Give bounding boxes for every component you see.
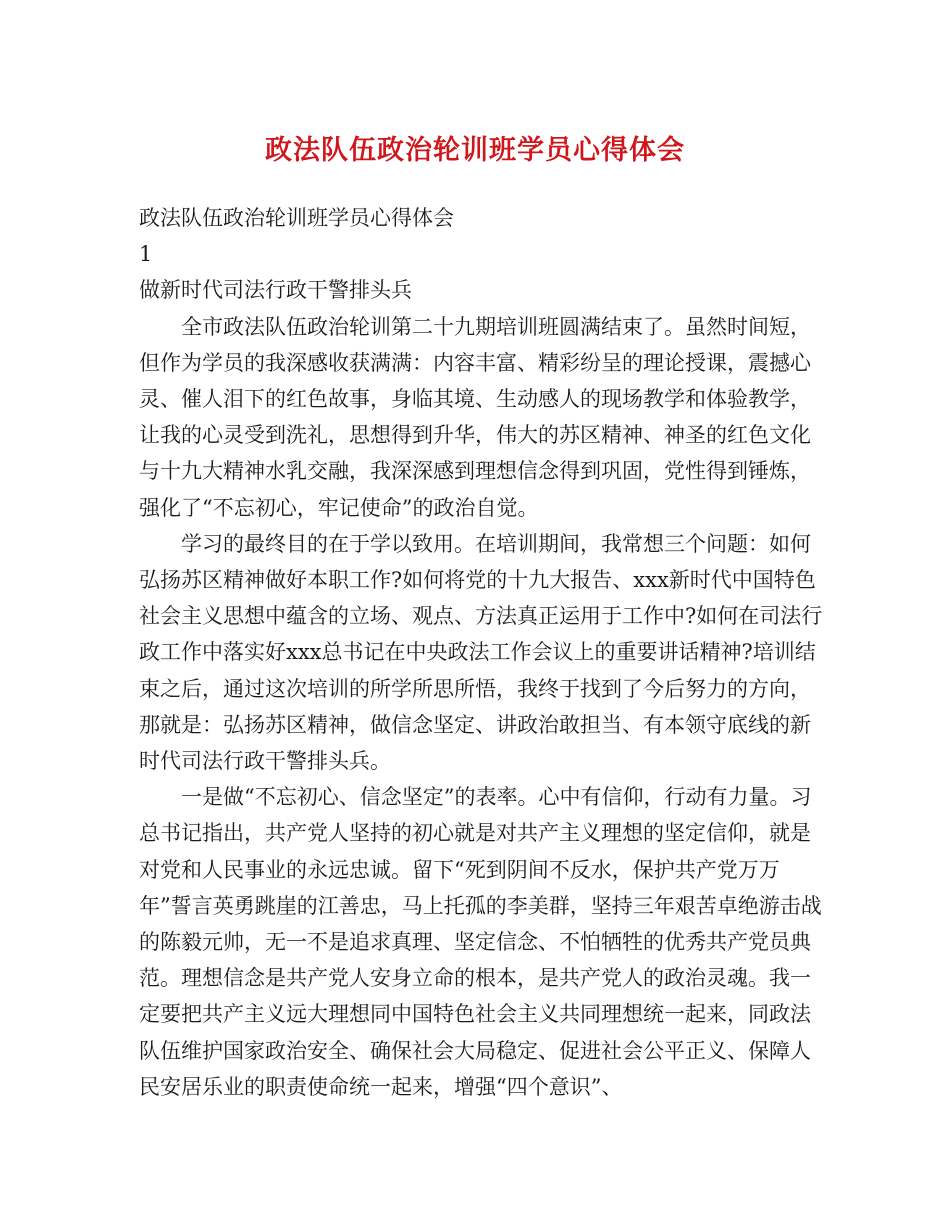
- paragraph: 一是做“不忘初心、信念坚定”的表率。心中有信仰，行动有力量。习总书记指出，共产党人坚持的初心就是对共产主义理想的坚定信仰，就是对党和人民事业的永远忠诚。留下“死到阴间不反水，保护共产党万万年”誓言英勇跳崖的江善忠，马上托孤的李美群，坚持三年艰苦卓绝游击战的陈毅元帅，无一不是追求真理、坚定信念、不怕牺牲的优秀共产党员典范。理想信念是共产党人安身立命的根本，是共产党人的政治灵魂。我一定要把共产主义远大理想同中国特色社会主义共同理想统一起来，同政法队伍维护国家政治安全、确保社会大局稳定、促进社会公平正义、保障人民安居乐业的职责使命统一起来，增强“四个意识”、: [139, 785, 822, 1099]
- paragraph: 全市政法队伍政治轮训第二十九期培训班圆满结束了。虽然时间短，但作为学员的我深感收获满满：内容丰富、精彩纷呈的理论授课，震撼心灵、催人泪下的红色故事，身临其境、生动感人的现场教学和体验教学，让我的心灵受到洗礼，思想得到升华，伟大的苏区精神、神圣的红色文化与十九大精神水乳交融，我深深感到理想信念得到巩固，党性得到锤炼，强化了“不忘初心，牢记使命”的政治自觉。: [139, 314, 811, 520]
- document-subtitle: 政法队伍政治轮训班学员心得体会: [139, 206, 454, 230]
- document-body: [139, 200, 829, 1105]
- paragraph: 学习的最终目的在于学以致用。在培训期间，我常想三个问题：如何弘扬苏区精神做好本职工作?如何将党的十九大报告、xxx新时代中国特色社会主义思想中蕴含的立场、观点、方法真正运用于工作中?如何在司法行政工作中落实好xxx总书记在中央政法工作会议上的重要讲话精神?培训结束之后，通过这次培训的所学所思所悟，我终于找到了今后努力的方向，那就是：弘扬苏区精神，做信念坚定、讲政治敢担当、有本领守底线的新时代司法行政干警排头兵。: [139, 531, 823, 774]
- document-title: 政法队伍政治轮训班学员心得体会: [265, 135, 685, 166]
- section-heading: 做新时代司法行政干警排头兵: [139, 278, 412, 303]
- section-number: 1: [139, 242, 153, 267]
